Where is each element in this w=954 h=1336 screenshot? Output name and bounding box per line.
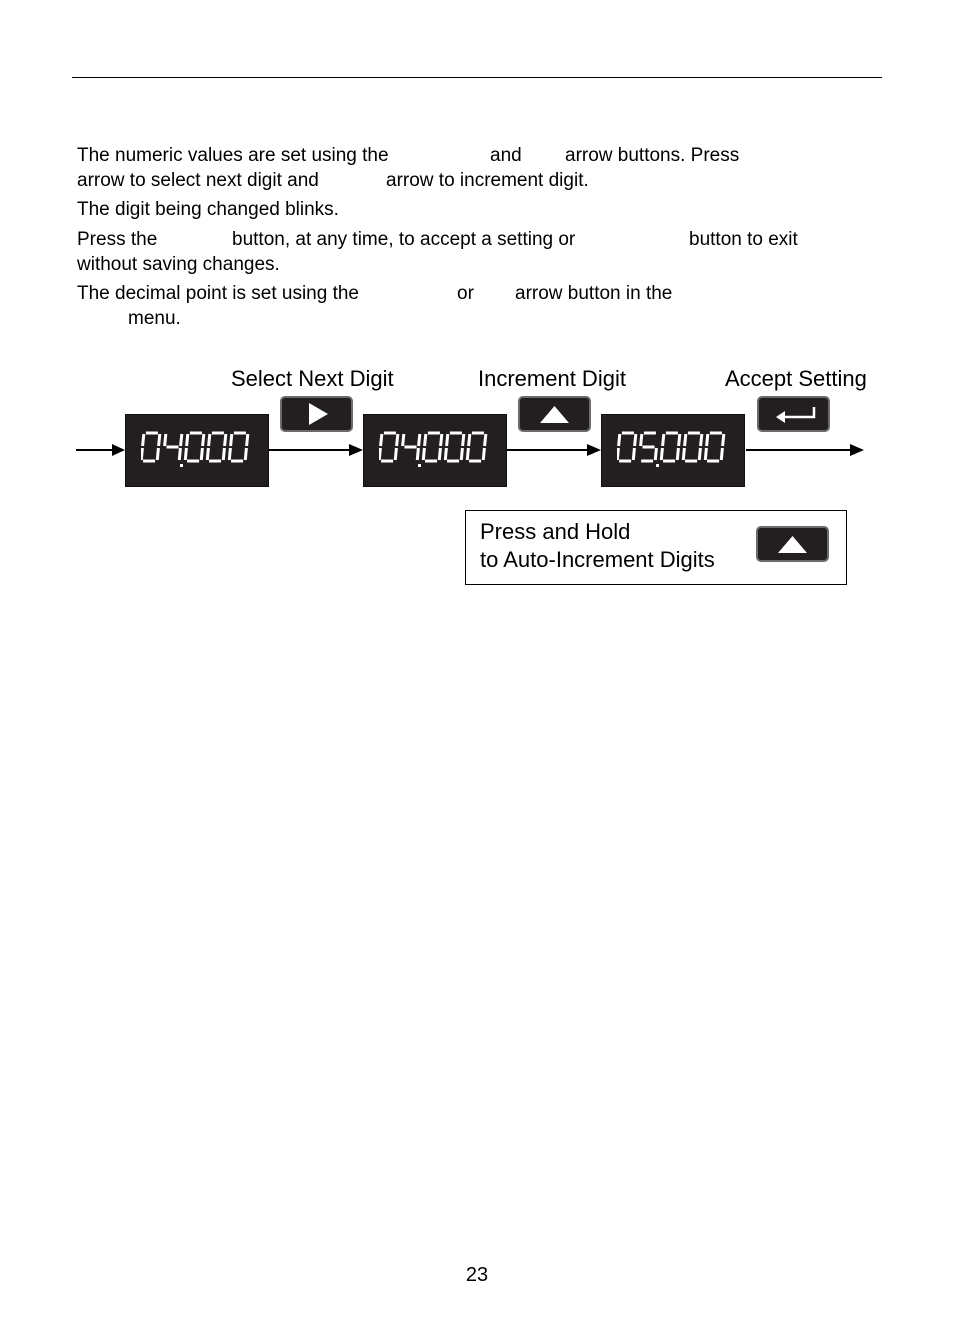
text-fragment: arrow buttons. Press — [565, 145, 740, 166]
press-and-hold-note — [465, 510, 847, 585]
digit-0 — [207, 433, 226, 461]
label-increment-digit: Increment Digit — [478, 366, 626, 391]
text-fragment: arrow button in the — [515, 283, 673, 304]
flow-arrow-in — [76, 440, 126, 460]
digit-0 — [379, 433, 398, 461]
text-fragment: without saving changes. — [77, 254, 280, 275]
digit-0 — [683, 433, 702, 461]
digit-0 — [705, 433, 724, 461]
digit-0 — [467, 433, 486, 461]
text-fragment: arrow to increment digit. — [386, 170, 589, 191]
text-fragment: The decimal point is set using the — [77, 283, 359, 304]
digit-4 — [403, 434, 420, 460]
decimal-point — [656, 464, 659, 467]
hold-note-line-2: to Auto-Increment Digits — [480, 547, 715, 572]
label-select-next-digit: Select Next Digit — [231, 366, 394, 391]
flow-arrow-1 — [269, 440, 364, 460]
seven-segment-readout — [141, 431, 255, 471]
text-fragment: or — [457, 283, 474, 304]
enter-key[interactable] — [757, 396, 830, 432]
up-arrow-key[interactable] — [756, 526, 829, 562]
meter-display-2 — [363, 414, 507, 487]
meter-display-3 — [601, 414, 745, 487]
text-fragment: menu. — [128, 308, 181, 329]
right-arrow-key[interactable] — [280, 396, 353, 432]
text-fragment: Press the — [77, 229, 158, 250]
digit-0 — [185, 433, 204, 461]
text-fragment: The numeric values are set using the — [77, 145, 389, 166]
digit-0 — [229, 433, 248, 461]
enter-key-icon — [759, 398, 828, 430]
flow-arrow-out — [746, 440, 866, 460]
digit-0 — [617, 433, 636, 461]
decimal-point — [180, 464, 183, 467]
up-arrow-key-icon — [758, 528, 827, 560]
meter-display-1 — [125, 414, 269, 487]
text-fragment: and — [490, 145, 522, 166]
text-fragment: The digit being changed blinks. — [77, 199, 339, 220]
hold-note-line-1: Press and Hold — [480, 519, 631, 544]
seven-segment-readout — [379, 431, 493, 471]
digit-0 — [445, 433, 464, 461]
page-number: 23 — [465, 1264, 489, 1286]
header-rule — [72, 77, 882, 78]
flow-arrow-2 — [507, 440, 602, 460]
text-fragment: button to exit — [689, 229, 798, 250]
text-fragment: button, at any time, to accept a setting or — [232, 229, 576, 250]
label-accept-setting: Accept Setting — [725, 366, 867, 391]
digit-5 — [641, 433, 657, 461]
digit-0 — [423, 433, 442, 461]
right-arrow-key-icon — [282, 398, 351, 430]
seven-segment-readout — [617, 431, 731, 471]
up-arrow-key-icon — [520, 398, 589, 430]
digit-0 — [141, 433, 160, 461]
text-fragment: arrow to select next digit and — [77, 170, 319, 191]
digit-4 — [165, 434, 182, 460]
digit-0 — [661, 433, 680, 461]
up-arrow-key[interactable] — [518, 396, 591, 432]
decimal-point — [418, 464, 421, 467]
